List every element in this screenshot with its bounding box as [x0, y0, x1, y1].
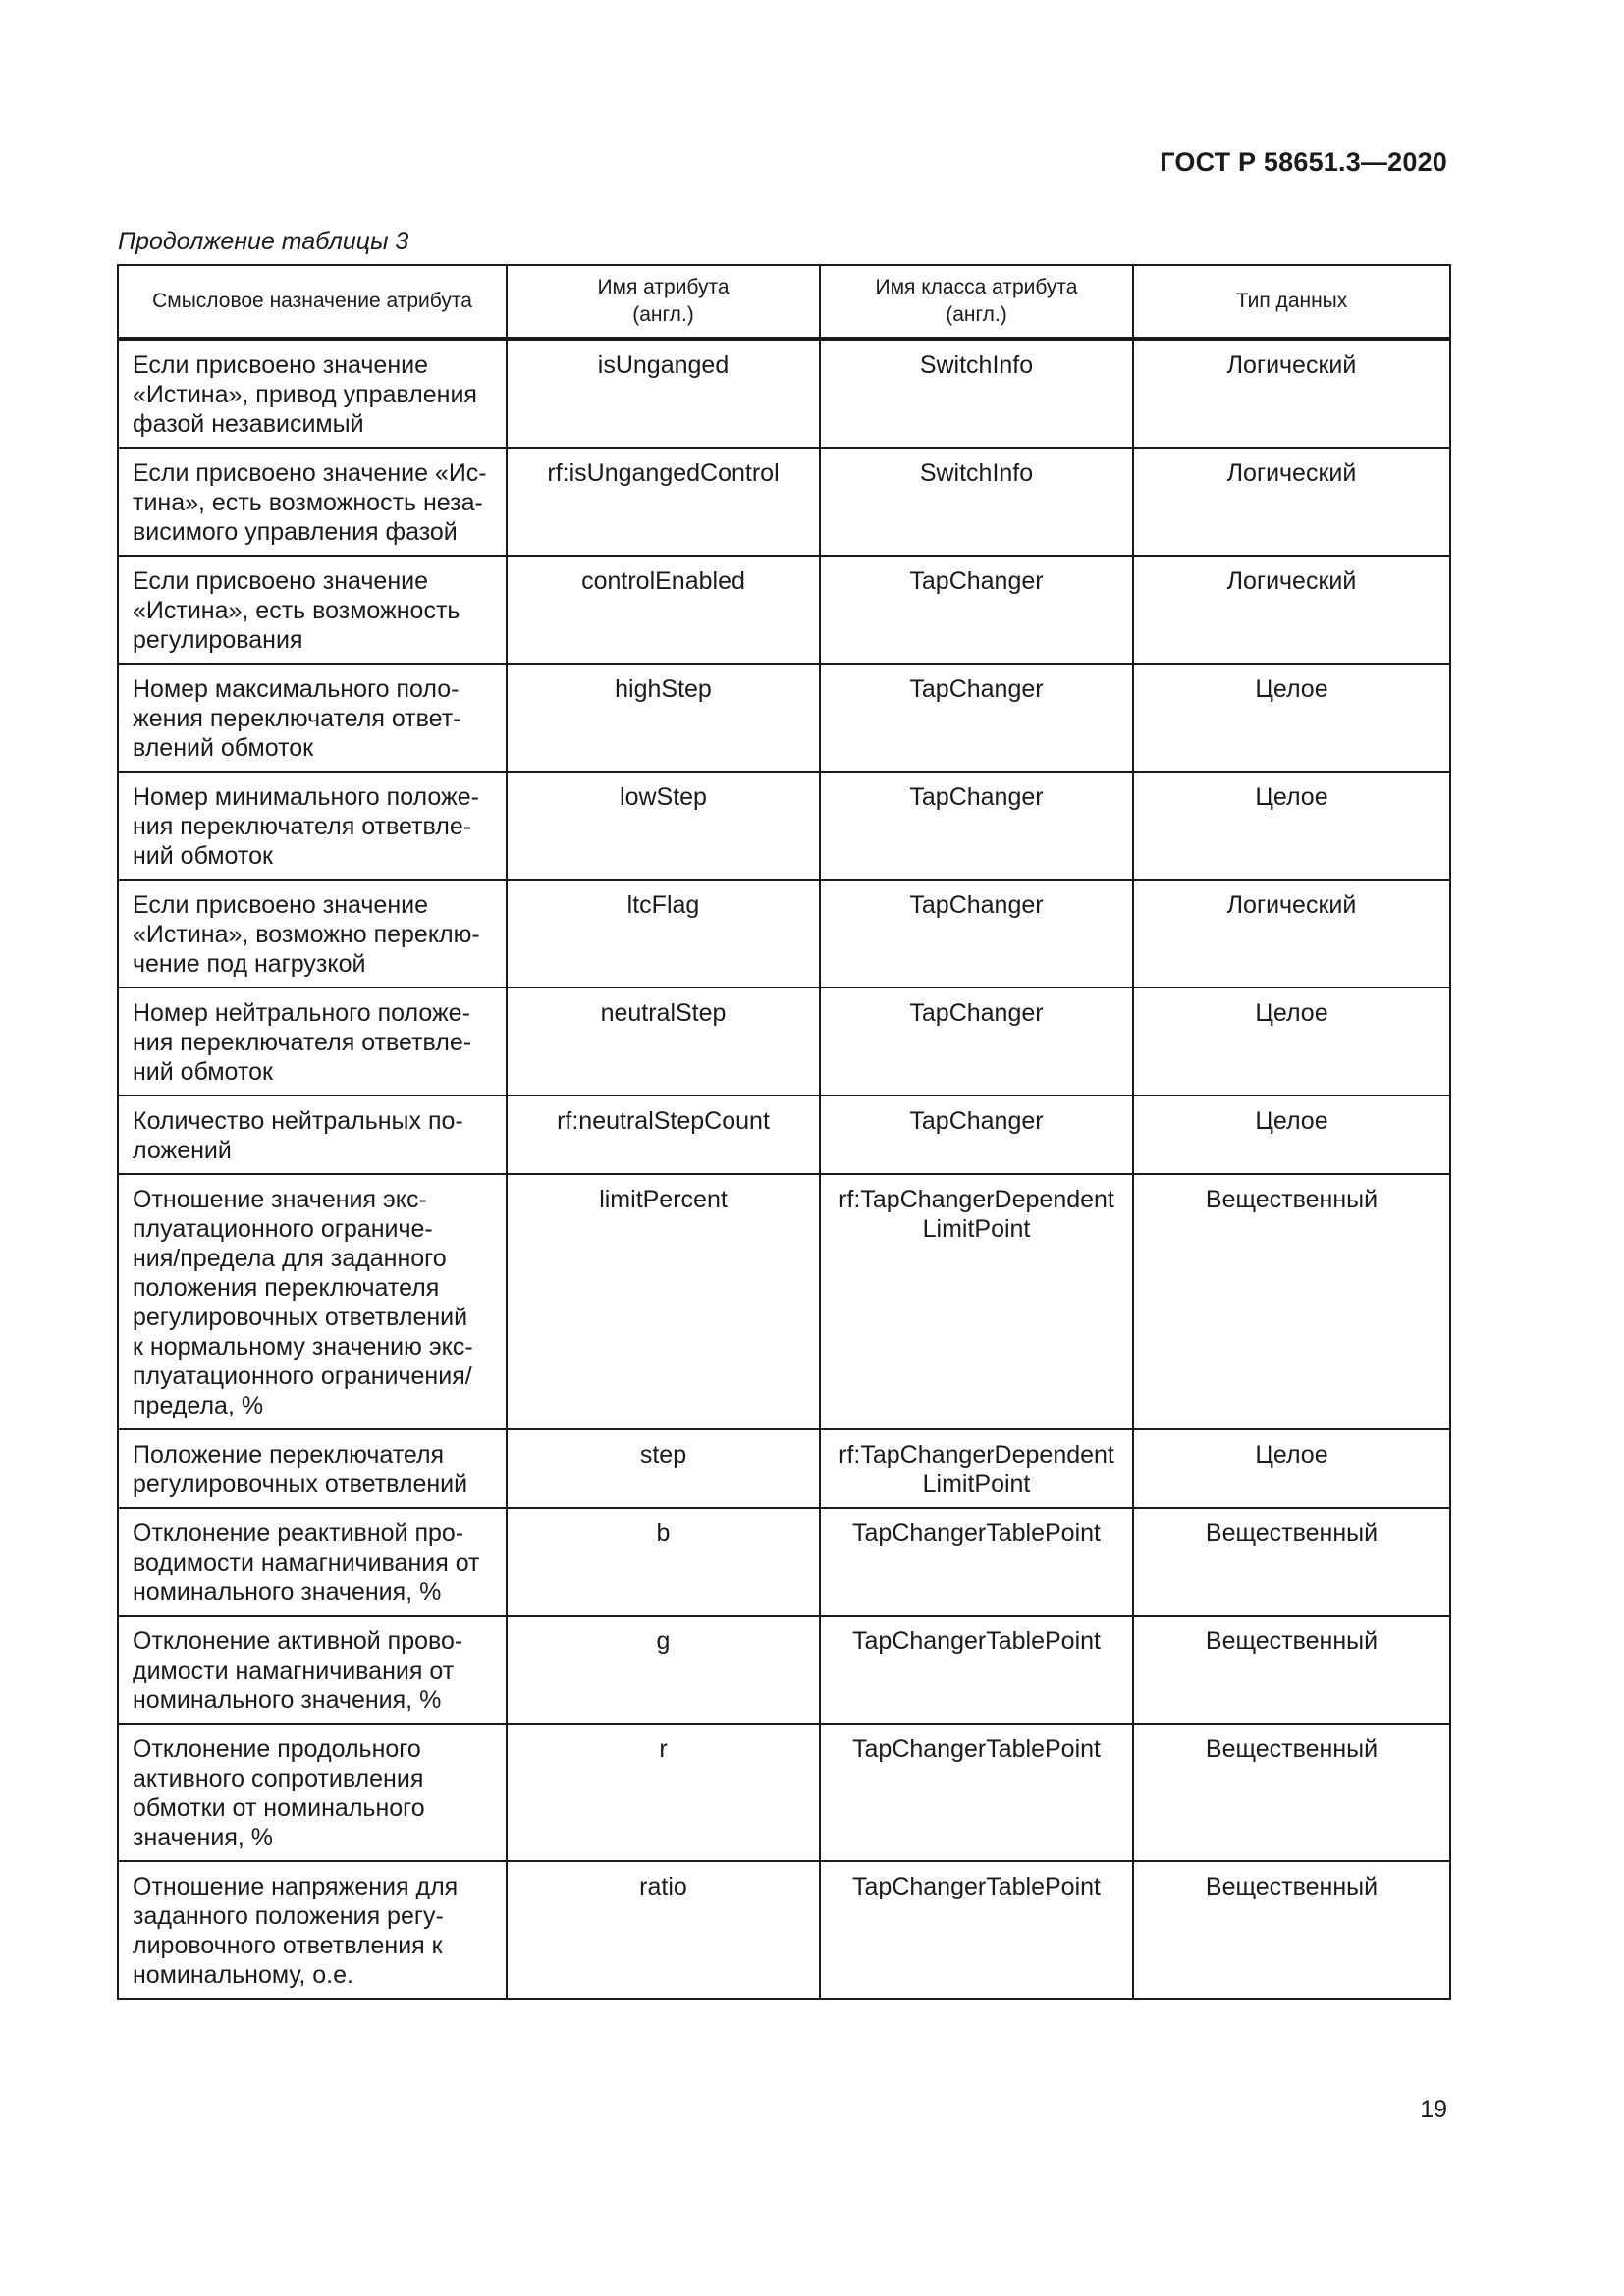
cell-class-name-text: TapChanger: [909, 567, 1044, 595]
cell-data-type-text: Логический: [1226, 567, 1357, 595]
column-header-meaning-label: Смысловое назначение атрибута: [152, 290, 472, 312]
cell-data-type: [1133, 1616, 1450, 1724]
cell-attribute-name-text: limitPercent: [599, 1186, 728, 1213]
column-header-attribute-name: [507, 265, 820, 339]
cell-data-type-text: Целое: [1255, 675, 1328, 703]
cell-meaning-text: Отклонение продольного активного сопротивления обмотки от номинального значения, %: [133, 1735, 425, 1851]
cell-data-type: [1133, 339, 1450, 448]
cell-meaning: [118, 1429, 507, 1508]
cell-meaning-text: Отклонение реактивной про- водимости намагничивания от номинального значения, %: [133, 1520, 480, 1606]
table-row: [118, 556, 1450, 664]
cell-data-type-text: Целое: [1255, 783, 1328, 811]
table-row: [118, 1095, 1450, 1174]
cell-meaning: [118, 1724, 507, 1861]
cell-class-name: [820, 1861, 1133, 1999]
column-header-meaning: [118, 265, 507, 339]
cell-attribute-name: [507, 339, 820, 448]
cell-attribute-name: [507, 1508, 820, 1616]
cell-class-name: [820, 1095, 1133, 1174]
cell-attribute-name-text: highStep: [615, 675, 712, 703]
cell-data-type: [1133, 664, 1450, 772]
cell-meaning: [118, 988, 507, 1095]
cell-class-name-text: rf:TapChangerDependent LimitPoint: [839, 1186, 1114, 1243]
cell-attribute-name: [507, 1724, 820, 1861]
cell-class-name-text: TapChanger: [909, 999, 1044, 1027]
table-row: [118, 339, 1450, 448]
cell-attribute-name-text: controlEnabled: [581, 567, 745, 595]
cell-attribute-name-text: r: [659, 1735, 668, 1763]
table-row: [118, 448, 1450, 556]
cell-meaning: [118, 448, 507, 556]
cell-class-name: [820, 1429, 1133, 1508]
column-header-data-type-label: Тип данных: [1235, 290, 1348, 312]
cell-data-type: [1133, 1429, 1450, 1508]
cell-data-type: [1133, 1724, 1450, 1861]
table-row: [118, 988, 1450, 1095]
cell-data-type: [1133, 1095, 1450, 1174]
cell-meaning: [118, 664, 507, 772]
cell-attribute-name-text: isUnganged: [597, 351, 730, 379]
cell-meaning-text: Номер нейтрального положе- ния переключателя ответвле- ний обмоток: [133, 999, 472, 1086]
cell-data-type-text: Целое: [1255, 999, 1328, 1027]
cell-class-name: [820, 1616, 1133, 1724]
column-header-class-name-label: Имя класса атрибута (англ.): [875, 276, 1078, 326]
cell-meaning-text: Положение переключателя регулировочных ответвлений: [133, 1441, 468, 1498]
attributes-table: [117, 264, 1451, 2000]
cell-class-name-text: TapChangerTablePoint: [852, 1873, 1101, 1900]
cell-class-name: [820, 1508, 1133, 1616]
cell-data-type: [1133, 880, 1450, 988]
cell-data-type: [1133, 1861, 1450, 1999]
cell-data-type: [1133, 556, 1450, 664]
cell-attribute-name: [507, 448, 820, 556]
cell-meaning-text: Номер минимального положе- ния переключателя ответвле- ний обмоток: [133, 783, 479, 870]
cell-meaning-text: Отношение напряжения для заданного положения регу- лировочного ответвления к номинальному, о.е.: [133, 1873, 459, 1989]
cell-attribute-name: [507, 556, 820, 664]
cell-class-name: [820, 772, 1133, 880]
cell-meaning: [118, 556, 507, 664]
cell-meaning: [118, 1508, 507, 1616]
cell-data-type-text: Логический: [1226, 351, 1357, 379]
cell-attribute-name-text: b: [656, 1520, 671, 1547]
cell-attribute-name: [507, 1429, 820, 1508]
cell-class-name-text: SwitchInfo: [919, 351, 1034, 379]
cell-meaning-text: Если присвоено значение «Истина», возможно переклю- чение под нагрузкой: [133, 891, 480, 978]
cell-meaning-text: Количество нейтральных по- ложений: [133, 1107, 463, 1164]
cell-attribute-name: [507, 772, 820, 880]
table-body: [118, 339, 1450, 1999]
cell-data-type: [1133, 1508, 1450, 1616]
cell-attribute-name: [507, 880, 820, 988]
cell-meaning: [118, 339, 507, 448]
table-row: [118, 1616, 1450, 1724]
cell-class-name-text: TapChanger: [909, 1107, 1044, 1135]
cell-class-name: [820, 988, 1133, 1095]
table-row: [118, 664, 1450, 772]
cell-class-name-text: TapChanger: [909, 783, 1044, 811]
cell-class-name: [820, 1724, 1133, 1861]
cell-data-type-text: Целое: [1255, 1107, 1328, 1135]
table-row: [118, 1174, 1450, 1429]
cell-class-name-text: rf:TapChangerDependent LimitPoint: [839, 1441, 1114, 1498]
cell-attribute-name: [507, 664, 820, 772]
cell-attribute-name-text: rf:isUngangedControl: [547, 459, 780, 487]
table-row: [118, 772, 1450, 880]
cell-meaning: [118, 1616, 507, 1724]
cell-meaning-text: Номер максимального поло- жения переключателя ответ- влений обмоток: [133, 675, 461, 762]
cell-attribute-name-text: lowStep: [620, 783, 707, 811]
cell-attribute-name: [507, 1616, 820, 1724]
cell-meaning: [118, 880, 507, 988]
cell-data-type-text: Вещественный: [1205, 1735, 1379, 1763]
column-header-data-type: [1133, 265, 1450, 339]
cell-meaning: [118, 1095, 507, 1174]
cell-attribute-name-text: ratio: [639, 1873, 687, 1900]
column-header-attribute-name-label: Имя атрибута (англ.): [597, 276, 730, 326]
cell-meaning-text: Если присвоено значение «Ис- тина», есть возможность неза- висимого управления фазой: [133, 459, 487, 546]
table-row: [118, 1508, 1450, 1616]
table-row: [118, 1429, 1450, 1508]
cell-data-type-text: Целое: [1255, 1441, 1328, 1468]
cell-class-name: [820, 556, 1133, 664]
cell-data-type: [1133, 1174, 1450, 1429]
cell-data-type-text: Вещественный: [1205, 1873, 1379, 1900]
cell-meaning: [118, 1861, 507, 1999]
cell-meaning-text: Если присвоено значение «Истина», привод управления фазой независимый: [133, 351, 477, 438]
cell-class-name-text: TapChangerTablePoint: [852, 1520, 1101, 1547]
cell-meaning-text: Отношение значения экс- плуатационного ограниче- ния/предела для заданного положения переключателя регулировочных ответвлений к нормальному значению экс- плуатационного ограничения/ предела, %: [133, 1186, 473, 1419]
cell-attribute-name-text: rf:neutralStepCount: [557, 1107, 770, 1135]
cell-class-name-text: TapChangerTablePoint: [852, 1735, 1101, 1763]
cell-attribute-name-text: step: [639, 1441, 687, 1468]
cell-attribute-name-text: g: [656, 1628, 671, 1655]
cell-data-type-text: Вещественный: [1205, 1628, 1379, 1655]
table-header-row: [118, 265, 1450, 339]
cell-class-name: [820, 880, 1133, 988]
cell-meaning: [118, 772, 507, 880]
table-row: [118, 1724, 1450, 1861]
cell-data-type: [1133, 772, 1450, 880]
cell-class-name: [820, 1174, 1133, 1429]
cell-attribute-name: [507, 1174, 820, 1429]
cell-data-type-text: Вещественный: [1205, 1186, 1379, 1213]
page-number: 19: [1420, 2096, 1447, 2123]
cell-data-type: [1133, 448, 1450, 556]
cell-class-name-text: SwitchInfo: [919, 459, 1034, 487]
cell-class-name: [820, 448, 1133, 556]
cell-meaning-text: Если присвоено значение «Истина», есть возможность регулирования: [133, 567, 460, 654]
cell-data-type-text: Вещественный: [1205, 1520, 1379, 1547]
standard-designation: ГОСТ Р 58651.3—2020: [1160, 147, 1447, 177]
cell-data-type: [1133, 988, 1450, 1095]
cell-class-name-text: TapChanger: [909, 891, 1044, 919]
table-caption: Продолжение таблицы 3: [118, 228, 409, 255]
cell-class-name: [820, 339, 1133, 448]
column-header-class-name: [820, 265, 1133, 339]
cell-attribute-name-text: neutralStep: [600, 999, 727, 1027]
table-row: [118, 1861, 1450, 1999]
cell-class-name-text: TapChangerTablePoint: [852, 1628, 1101, 1655]
cell-class-name: [820, 664, 1133, 772]
cell-data-type-text: Логический: [1226, 459, 1357, 487]
cell-attribute-name: [507, 988, 820, 1095]
cell-attribute-name: [507, 1861, 820, 1999]
cell-class-name-text: TapChanger: [909, 675, 1044, 703]
table-row: [118, 880, 1450, 988]
cell-meaning: [118, 1174, 507, 1429]
cell-data-type-text: Логический: [1226, 891, 1357, 919]
cell-meaning-text: Отклонение активной прово- димости намагничивания от номинального значения, %: [133, 1628, 463, 1714]
cell-attribute-name-text: ltcFlag: [626, 891, 700, 919]
cell-attribute-name: [507, 1095, 820, 1174]
